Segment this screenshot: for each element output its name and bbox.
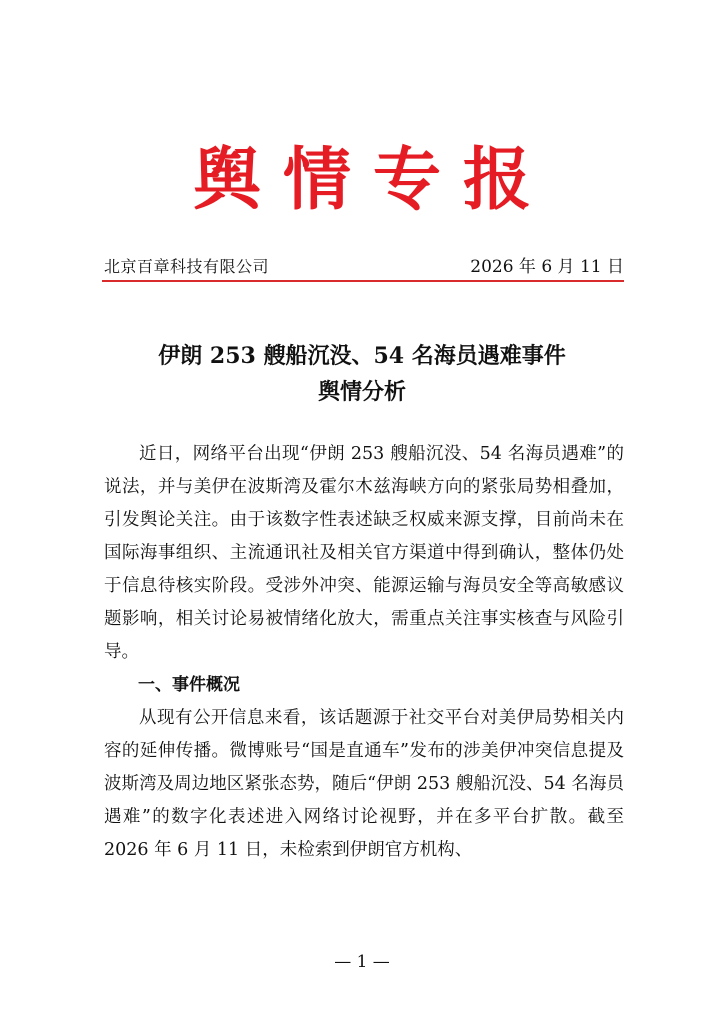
- document-body: [104, 438, 624, 867]
- title-line-2: 舆情分析: [317, 379, 406, 405]
- issuer-date-row: [104, 255, 624, 279]
- issuer-name: 北京百章科技有限公司: [104, 257, 270, 276]
- red-divider-rule: [102, 280, 624, 282]
- document-title: [0, 338, 724, 410]
- title-line-1: 伊朗 253 艘船沉没、54 名海员遇难事件: [158, 343, 566, 369]
- page-number: — 1 —: [334, 952, 390, 972]
- intro-paragraph: 近日，网络平台出现“伊朗 253 艘船沉没、54 名海员遇难”的说法，并与美伊在波斯湾及霍尔木兹海峡方向的紧张局势相叠加，引发舆论关注。由于该数字性表述缺乏权威来源支撑，目前尚未在国际海事组织、主流通讯社及相关官方渠道中得到确认，整体仍处于信息待核实阶段。受涉外冲突、能源运输与海员安全等高敏感议题影响，相关讨论易被情绪化放大，需重点关注事实核查与风险引导。: [104, 444, 624, 662]
- masthead-title: 舆情专报: [192, 140, 553, 220]
- section-heading-overview: 一、事件概况: [138, 675, 240, 695]
- issue-date: 2026 年 6 月 11 日: [470, 257, 624, 277]
- overview-paragraph: 从现有公开信息来看，该话题源于社交平台对美伊局势相关内容的延伸传播。微博账号“国是直通车”发布的涉美伊冲突信息提及波斯湾及周边地区紧张态势，随后“伊朗 253 艘船沉没、54 名海员遇难”的数字化表述进入网络讨论视野，并在多平台扩散。截至 2026 年 6 月 11 日，未检索到伊朗官方机构、: [104, 708, 624, 860]
